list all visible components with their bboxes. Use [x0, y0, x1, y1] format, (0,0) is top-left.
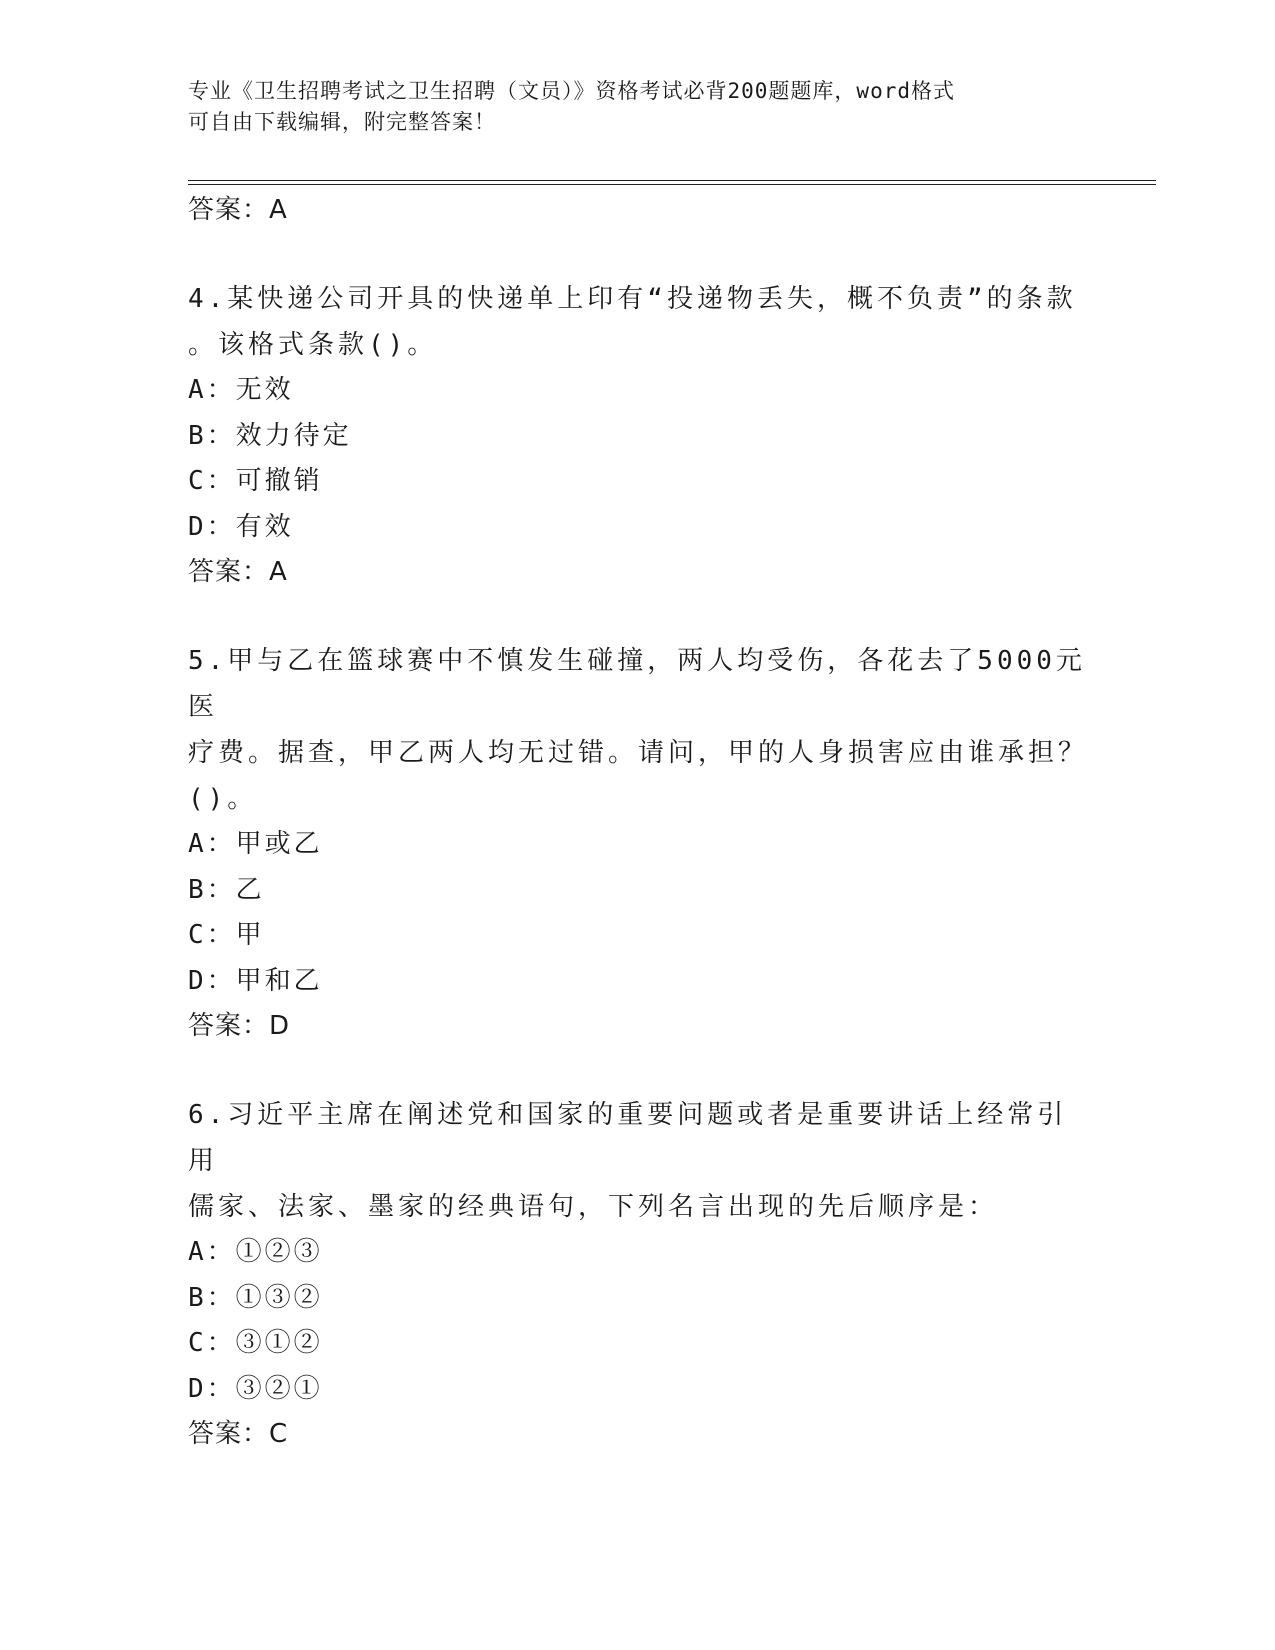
header-divider-top — [188, 180, 1156, 181]
option-d: D：③②① — [188, 1373, 323, 1404]
answer-q5: 答案：D — [188, 1011, 291, 1041]
option-c: C：甲 — [188, 920, 265, 950]
question-6 — [188, 1092, 1088, 1456]
document-header — [188, 76, 1068, 138]
option-a: A：无效 — [188, 375, 294, 405]
option-b: B：效力待定 — [188, 420, 352, 451]
question-text-line: 儒家、法家、墨家的经典语句，下列名言出现的先后顺序是： — [188, 1192, 999, 1222]
question-4 — [188, 276, 1088, 594]
option-a: A：甲或乙 — [188, 829, 323, 859]
question-text-line: 5.甲与乙在篮球赛中不慎发生碰撞，两人均受伤，各花去了5000元医 — [188, 646, 1086, 722]
header-line-1: 专业《卫生招聘考试之卫生招聘（文员）》资格考试必背200题题库，word格式 — [188, 79, 955, 103]
question-5 — [188, 638, 1088, 1048]
option-c: C：③①② — [188, 1328, 323, 1358]
header-divider-bottom — [188, 184, 1156, 185]
option-a: A：①②③ — [188, 1237, 323, 1267]
question-text-line: 疗费。据查，甲乙两人均无过错。请问，甲的人身损害应由谁承担？ — [188, 738, 1089, 768]
option-b: B：乙 — [188, 874, 265, 905]
question-text-line: ()。 — [188, 784, 258, 814]
header-line-2: 可自由下载编辑，附完整答案！ — [188, 110, 496, 134]
question-text-line: 4.某快递公司开具的快递单上印有“投递物丢失，概不负责”的条款 — [188, 284, 1077, 314]
question-text-line: 。该格式条款()。 — [188, 330, 438, 360]
answer-q3: 答案：A — [188, 195, 288, 225]
question-text-line: 6.习近平主席在阐述党和国家的重要问题或者是重要讲话上经常引用 — [188, 1100, 1068, 1176]
option-c: C：可撤销 — [188, 466, 323, 496]
option-d: D：有效 — [188, 511, 294, 542]
answer-q6: 答案：C — [188, 1419, 289, 1449]
document-body — [188, 188, 1088, 1456]
answer-q4: 答案：A — [188, 557, 288, 587]
option-d: D：甲和乙 — [188, 965, 323, 996]
option-b: B：①③② — [188, 1282, 323, 1313]
